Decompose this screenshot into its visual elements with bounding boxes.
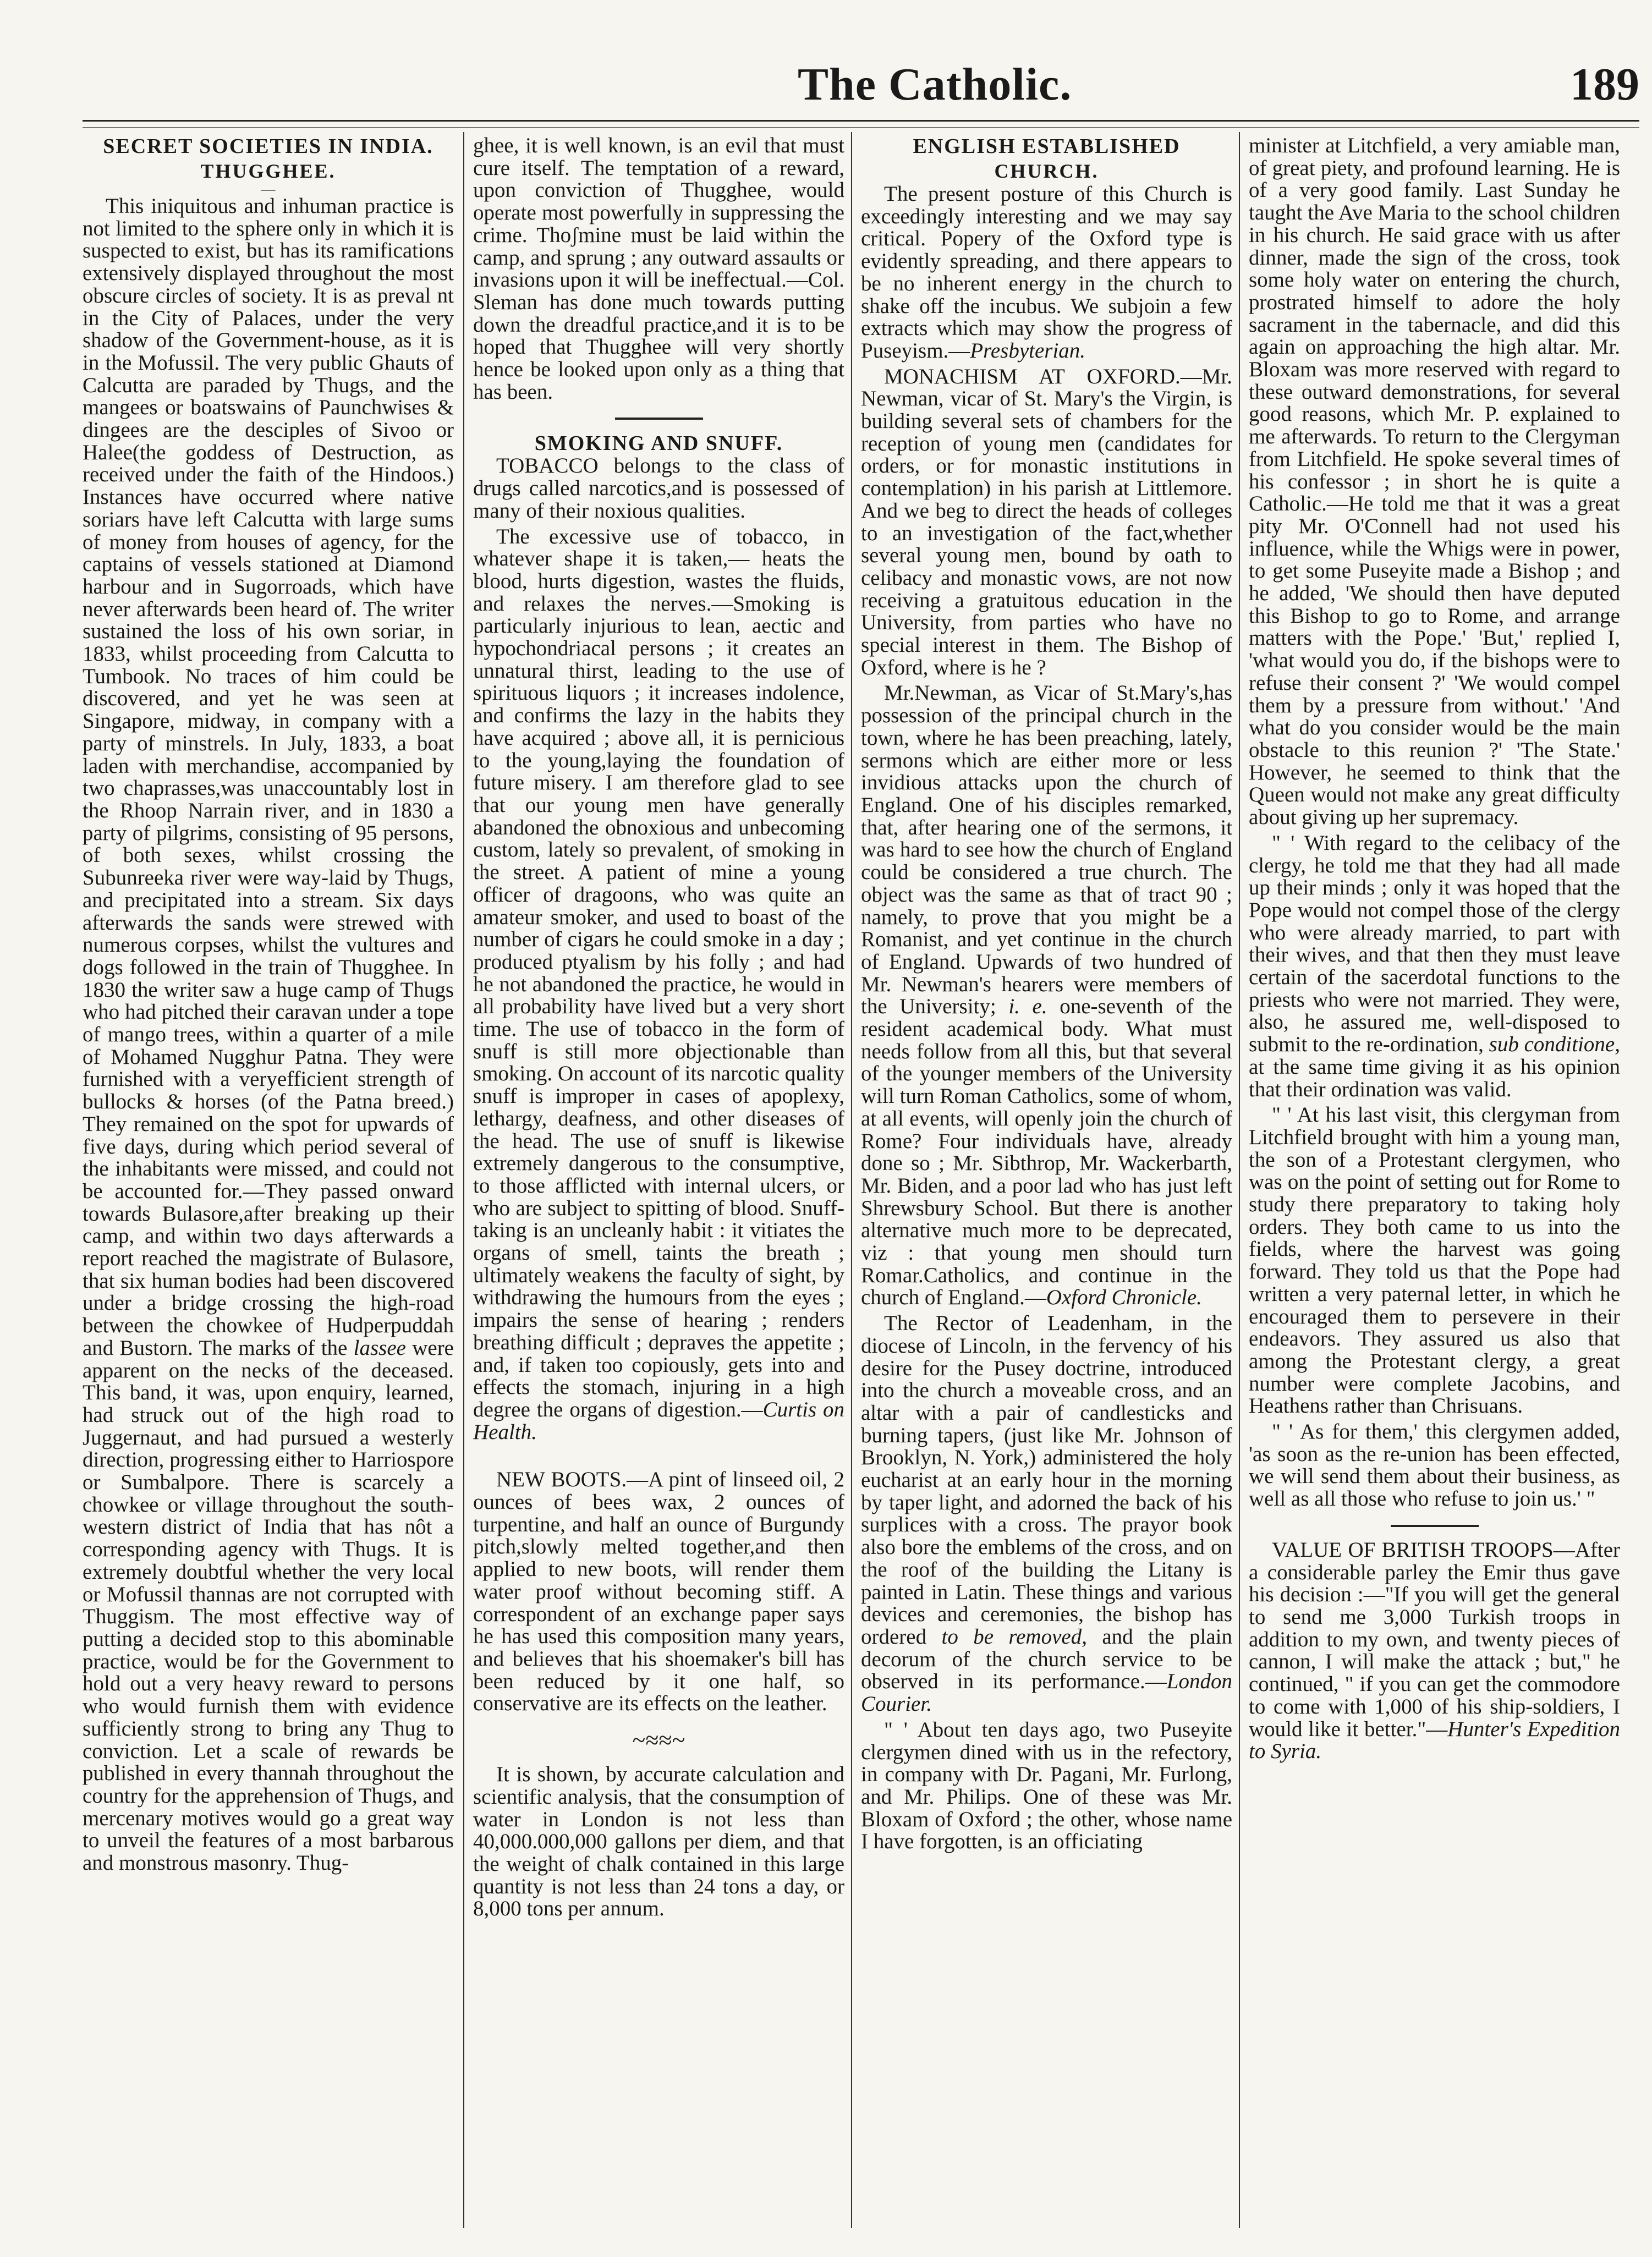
article-paragraph: It is shown, by accurate calculation and scientific analysis, that the consumption of water in London is not less than 40,000.000,000 gallons per diem, and that the weight of chalk contained in this large quantity is not less than 24 tons a day, or 8,000 tons per annum. <box>473 1762 844 1921</box>
paragraph-text: " ' With regard to the celibacy of the clergy, he told me that they had all made up their minds ; only it was hoped that the Pope would not compel those of the clergy who were already married, to part with their wives, and that then they must leave certain of the sacerdotal functions to the priests who were not married. They were, also, he assured me, well-disposed to submit to the re-ordination, <box>1249 831 1620 1057</box>
paragraph-text: The excessive use of tobacco, in whatever shape it is taken,— heats the blood, hurts digestion, wastes the fluids, and relaxes the nerves.—Smoking is particularly injurious to lean, aectic and hypochondriacal persons ; it creates an unnatural thirst, leading to the use of spirituous liquors ; it increases indolence, and confirms the lazy in the habits they have acquired ; above all, it is pernicious to the young,laying the foundation of future misery. I am therefore glad to see that our young men have generally abandoned the obnoxious and unbecoming custom, lately so prevalent, of smoking in the street. A patient of mine a young officer of dragoons, who was quite an amateur smoker, and used to boast of the number of cigars he could smoke in a day ; produced ptyalism by his folly ; and had he not abandoned the practice, he would in all probability have lived but a very short time. The use of tobacco in the form of snuff is still more objectionable than smoking. On account of its narcotic quality snuff is improper in cases of apoplexy, lethargy, deafness, and other diseases of the head. The use of snuff is likewise extremely dangerous to the consumptive, to those afflicted with internal ulcers, or who are subject to spitting of blood. Snuff-taking is an uncleanly habit : it vitiates the organs of smell, taints the breath ; ultimately weakens the faculty of sight, by withdrawing the humours from the eyes ; impairs the sense of hearing ; renders breathing difficult ; depraves the appetite ; and, if taken too copiously, gets into and effects the stomach, injuring in a high degree the organs of digestion.— <box>473 524 844 1421</box>
heading-dash: — <box>261 181 276 197</box>
item-label: NEW BOOTS. <box>496 1468 627 1492</box>
article-subheading-thugghee: THUGGHEE. <box>200 160 336 182</box>
column-divider <box>851 132 852 2228</box>
article-paragraph: " ' At his last visit, this clergyman from Litchfield brought with him a young man, the son of a Protestant clergymen, who was on the point of setting out for Rome to study there preparatory to taking holy orders. They both came to us into the fields, where the harvest was going forward. They told us that the Pope had written a very paternal letter, in which he encouraged them to persevere in their endeavors. They assured us also that among the Protestant clergy, a great number were complete Jacobins, and Heathens rather than Chrisuans. <box>1249 1103 1620 1418</box>
item-label: VALUE OF BRITISH TROOPS <box>1272 1537 1554 1562</box>
article-subheading-church: CHURCH. <box>994 160 1099 182</box>
article-source: Hunter's Expedition to Syria. <box>1249 1717 1620 1764</box>
article-heading-smoking-snuff: SMOKING AND SNUFF. <box>534 432 783 455</box>
article-paragraph <box>861 1313 1232 1716</box>
paragraph-text: Mr.Newman, as Vicar of St.Mary's,has possession of the principal church in the town, where he has been preaching, lately, sermons which are either more or less invidious attacks upon the church of England. One of his disciples remarked, that, after hearing one of the sermons, it was hard to see how the church of England could be considered a true church. The object was the same as that of tract 90 ; namely, to prove that you might be a Romanist, and yet continue in the church of England. Upwards of two hundred of Mr. Newman's hearers were members of the University; <box>861 681 1232 1019</box>
article-source: Oxford Chronicle. <box>1046 1286 1202 1310</box>
item-label: MONACHISM AT OXFORD. <box>884 364 1181 388</box>
italic-term: sub conditione, <box>1489 1033 1620 1057</box>
article-paragraph <box>861 682 1232 1309</box>
paragraph-text: at the same time giving it as his opinion that their ordination was valid. <box>1249 1055 1620 1101</box>
masthead-rule <box>83 120 1639 128</box>
article-paragraph <box>1249 1539 1620 1763</box>
section-separator <box>1391 1525 1479 1527</box>
paragraph-text: one-seventh of the resident academical body. What must needs follow from all this, but that several of the younger members of the University will turn Roman Catholics, some of whom, at all events, will openly join the church of Rome? Four individuals have, already done so ; Mr. Sibthrop, Mr. Wackerbarth, Mr. Biden, and a poor lad who has just left Shrewsbury School. But there is another alternative much more to be deprecated, viz : that young men should turn Romar.Catholics, and continue in the church of England.— <box>861 995 1232 1310</box>
article-paragraph: TOBACCO belongs to the class of drugs called narcotics,and is possessed of many of their noxious qualities. <box>473 454 844 523</box>
paragraph-text: The Rector of Leadenham, in the diocese of Lincoln, in the fervency of his desire for the Pusey doctrine, introduced into the church a moveable cross, and an altar with a pair of candlesticks and burning tapers, (just like Mr. Johnson of Brooklyn, N. York,) administered the holy eucharist at an early hour in the morning by taper light, and adorned the back of his surplices with a cross. The prayor book also bore the emblems of the cross, and on the roof of the building the Litany is painted in Latin. These things and various devices and ceremonies, the bishop has ordered <box>861 1311 1232 1649</box>
paragraph-text: —After a considerable parley the Emir thus gave his decision :—"If you will get the general to send me 3,000 Turkish troops in addition to my own, and twenty pieces of cannon, I will make the attack ; but," he continued, " if you can get the commodore to come with 1,000 of his ship-soldiers, I would like it better."— <box>1249 1537 1620 1741</box>
article-paragraph <box>83 195 454 1875</box>
paragraph-text: were apparent on the necks of the deceased. This band, it was, upon enquiry, learned, had struck out of the high road to Juggernaut, and had pursued a westerly direction, progressing either to Harriospore or Sumbalpore. There is scarcely a chowkee or village throughout the south-western district of India that has nôt a corresponding agency with Thugs. It is extremely doubtful whether the very local or Mofussil thannas are not corrupted with Thuggism. The most effective way of putting a decided stop to this abominable practice, would be for the Government to hold out a very heavy reward to persons who would furnish them with evidence sufficiently strong to bring any Thug to conviction. Let a scale of rewards be published in every thannah throughout the country for the apprehension of Thugs, and mercenary motives would go a great way to unveil the features of a most barbarous and monstrous masonry. Thug- <box>83 1336 454 1875</box>
italic-term: to be removed, <box>941 1625 1087 1649</box>
paragraph-text: —A pint of linseed oil, 2 ounces of bees wax, 2 ounces of turpentine, and half an ounce of Burgundy pitch,slowly melted together,and then applied to new boots, will render them water proof without becoming stiff. A correspondent of an exchange paper says he has used this composition many years, and believes that his shoemaker's bill has been reduced by it one half, so conservative are its effects on the leather. <box>473 1468 844 1716</box>
column-2 <box>473 135 844 2225</box>
column-1 <box>83 135 454 2225</box>
page-title: The Catholic. <box>798 59 1072 110</box>
column-3 <box>861 135 1232 2225</box>
article-source: Curtis on Health. <box>473 1397 844 1444</box>
column-divider <box>463 132 464 2228</box>
article-paragraph-continued: ghee, it is well known, is an evil that must cure itself. The temptation of a reward, upon conviction of Thugghee, would operate most powerfully in suppressing the crime. Thoʃmine must be laid within the camp, and sprung ; any outward assaults or invasions upon it will be ineffectual.—Col. Sleman has done much towards putting down the dreadful practice,and it is to be hoped that Thugghee will very shortly hence be looked upon only as a thing that has been. <box>473 135 844 404</box>
paragraph-text: and the plain decorum of the church service to be observed in its performance.— <box>861 1625 1232 1694</box>
paragraph-text: This iniquitous and inhuman practice is not limited to the sphere only in which it is suspected to exist, but has its ramifications extensively displayed throughout the most obscure circles of society. It is as preval nt in the City of Palaces, under the very shadow of the Government-house, as it is in the Mofussil. The very public Ghauts of Calcutta are paraded by Thugs, and the mangees or boatswains of Paunchwises & dingees are the desciples of Sivoo or Halee(the goddess of Destruction, as received under the faith of the Hindoos.) Instances have occurred where native soriars have left Calcutta with large sums of money from houses of agency, for the captains of vessels stationed at Diamond harbour and in Sugorroads, which have never afterwards been heard of. The writer sustained the loss of his own soriar, in 1833, whilst proceeding from Calcutta to Tumbook. No traces of him could be discovered, and yet he was seen at Singapore, midway, in company with a party of minstrels. In July, 1833, a boat laden with merchandise, accompanied by two chaprasses,was unaccountably lost in the Rhoop Narrain river, and in 1830 a party of pilgrims, consisting of 95 persons, of both sexes, whilst crossing the Subunreeka river were way-laid by Thugs, and precipitated into a stream. Six days afterwards the sands were strewed with numerous corpses, whilst the vultures and dogs followed in the train of Thugghee. In 1830 the writer saw a huge camp of Thugs who had pitched their caravan under a tope of mango trees, within a quarter of a mile of Mohamed Nugghur Patna. They were furnished with a veryefficient strength of bullocks & horses (of the Patna breed.) They remained on the spot for upwards of five days, during which period several of the inhabitants were missed, and could not be accounted for.—They passed onward towards Bulasore,after breaking up their camp, and within two days afterwards a report reached the magistrate of Bulasore, that six human bodies had been discovered under a bridge crossing the high-road between the chowkee of Hudperpuddah and Bustorn. The marks of the <box>83 194 454 1360</box>
italic-term: i. e. <box>1008 995 1047 1019</box>
column-4 <box>1249 135 1620 2225</box>
article-heading-secret-societies: SECRET SOCIETIES IN INDIA. <box>103 135 433 158</box>
article-source: London Courier. <box>861 1670 1232 1716</box>
article-paragraph: " ' About ten days ago, two Puseyite clergymen dined with us in the refectory, in company with Dr. Pagani, Mr. Furlong, and Mr. Philips. One of these was Mr. Bloxam of Oxford ; the other, whose name I have forgotten, is an officiating <box>861 1717 1232 1854</box>
article-paragraph <box>861 366 1232 679</box>
masthead <box>83 52 1639 118</box>
article-paragraph <box>473 1469 844 1715</box>
article-paragraph <box>473 526 844 1444</box>
article-paragraph <box>1249 832 1620 1101</box>
article-source: Presbyterian. <box>970 338 1086 363</box>
italic-term: lassee <box>353 1336 406 1360</box>
ornament-divider: ~≈≈~ <box>632 1727 685 1754</box>
article-heading-english-church: ENGLISH ESTABLISHED <box>913 135 1181 158</box>
article-paragraph-continued: minister at Litchfield, a very amiable man, of great piety, and profound learning. He is of a very good family. Last Sunday he taught the Ave Maria to the school children in his church. He said grace with us after dinner, made the sign of the cross, took some holy water on entering the church, prostrated himself to adore the holy sacrament in the tabernacle, and did this again on approaching the high altar. Mr. Bloxam was more reserved with regard to these outward demonstrations, for several good reasons, which Mr. P. explained to me afterwards. To return to the Clergyman from Litchfield. He spoke several times of his confessor ; in short he is quite a Catholic.—He told me that it was a great pity Mr. O'Connell had not used his influence, while the Whigs were in power, to get some Puseyite made a Bishop ; and he added, 'We should then have deputed this Bishop to go to Rome, and arrange matters with the Pope.' 'But,' replied I, 'what would you do, if the bishops were to refuse their consent ?' 'We would compel them by a pressure from without.' 'And what do you consider would be the main obstacle to this reunion ?' 'The State.' However, he seemed to think that the Queen would not make any great difficulty about giving up her supremacy. <box>1249 135 1620 830</box>
spacer <box>473 1447 844 1469</box>
column-divider <box>1239 132 1240 2228</box>
page-number: 189 <box>1570 59 1639 110</box>
article-paragraph: " ' As for them,' this clergymen added, 'as soon as the re-union has been effected, we will send them about their business, as well as all those who refuse to join us.' " <box>1249 1420 1620 1511</box>
paragraph-text: —Mr. Newman, vicar of St. Mary's the Virgin, is building several sets of chambers for the reception of young men (candidates for orders, or for monastic institutions in contemplation) in his parish at Littlemore. And we beg to direct the heads of colleges to an investigation of the fact,whether several young men, bound by oath to celibacy and monastic vows, are not now receiving a gratuitous education in the University, from parties who have no special interest in them. The Bishop of Oxford, where is he ? <box>861 364 1232 679</box>
paragraph-text: The present posture of this Church is exceedingly interesting and we may say critical. Popery of the Oxford type is evidently spreading, and there appears to be no inherent energy in the church to shake off the incubus. We subjoin a few extracts which may show the progress of Puseyism.— <box>861 182 1232 363</box>
section-separator <box>615 418 703 420</box>
article-paragraph <box>861 183 1232 363</box>
